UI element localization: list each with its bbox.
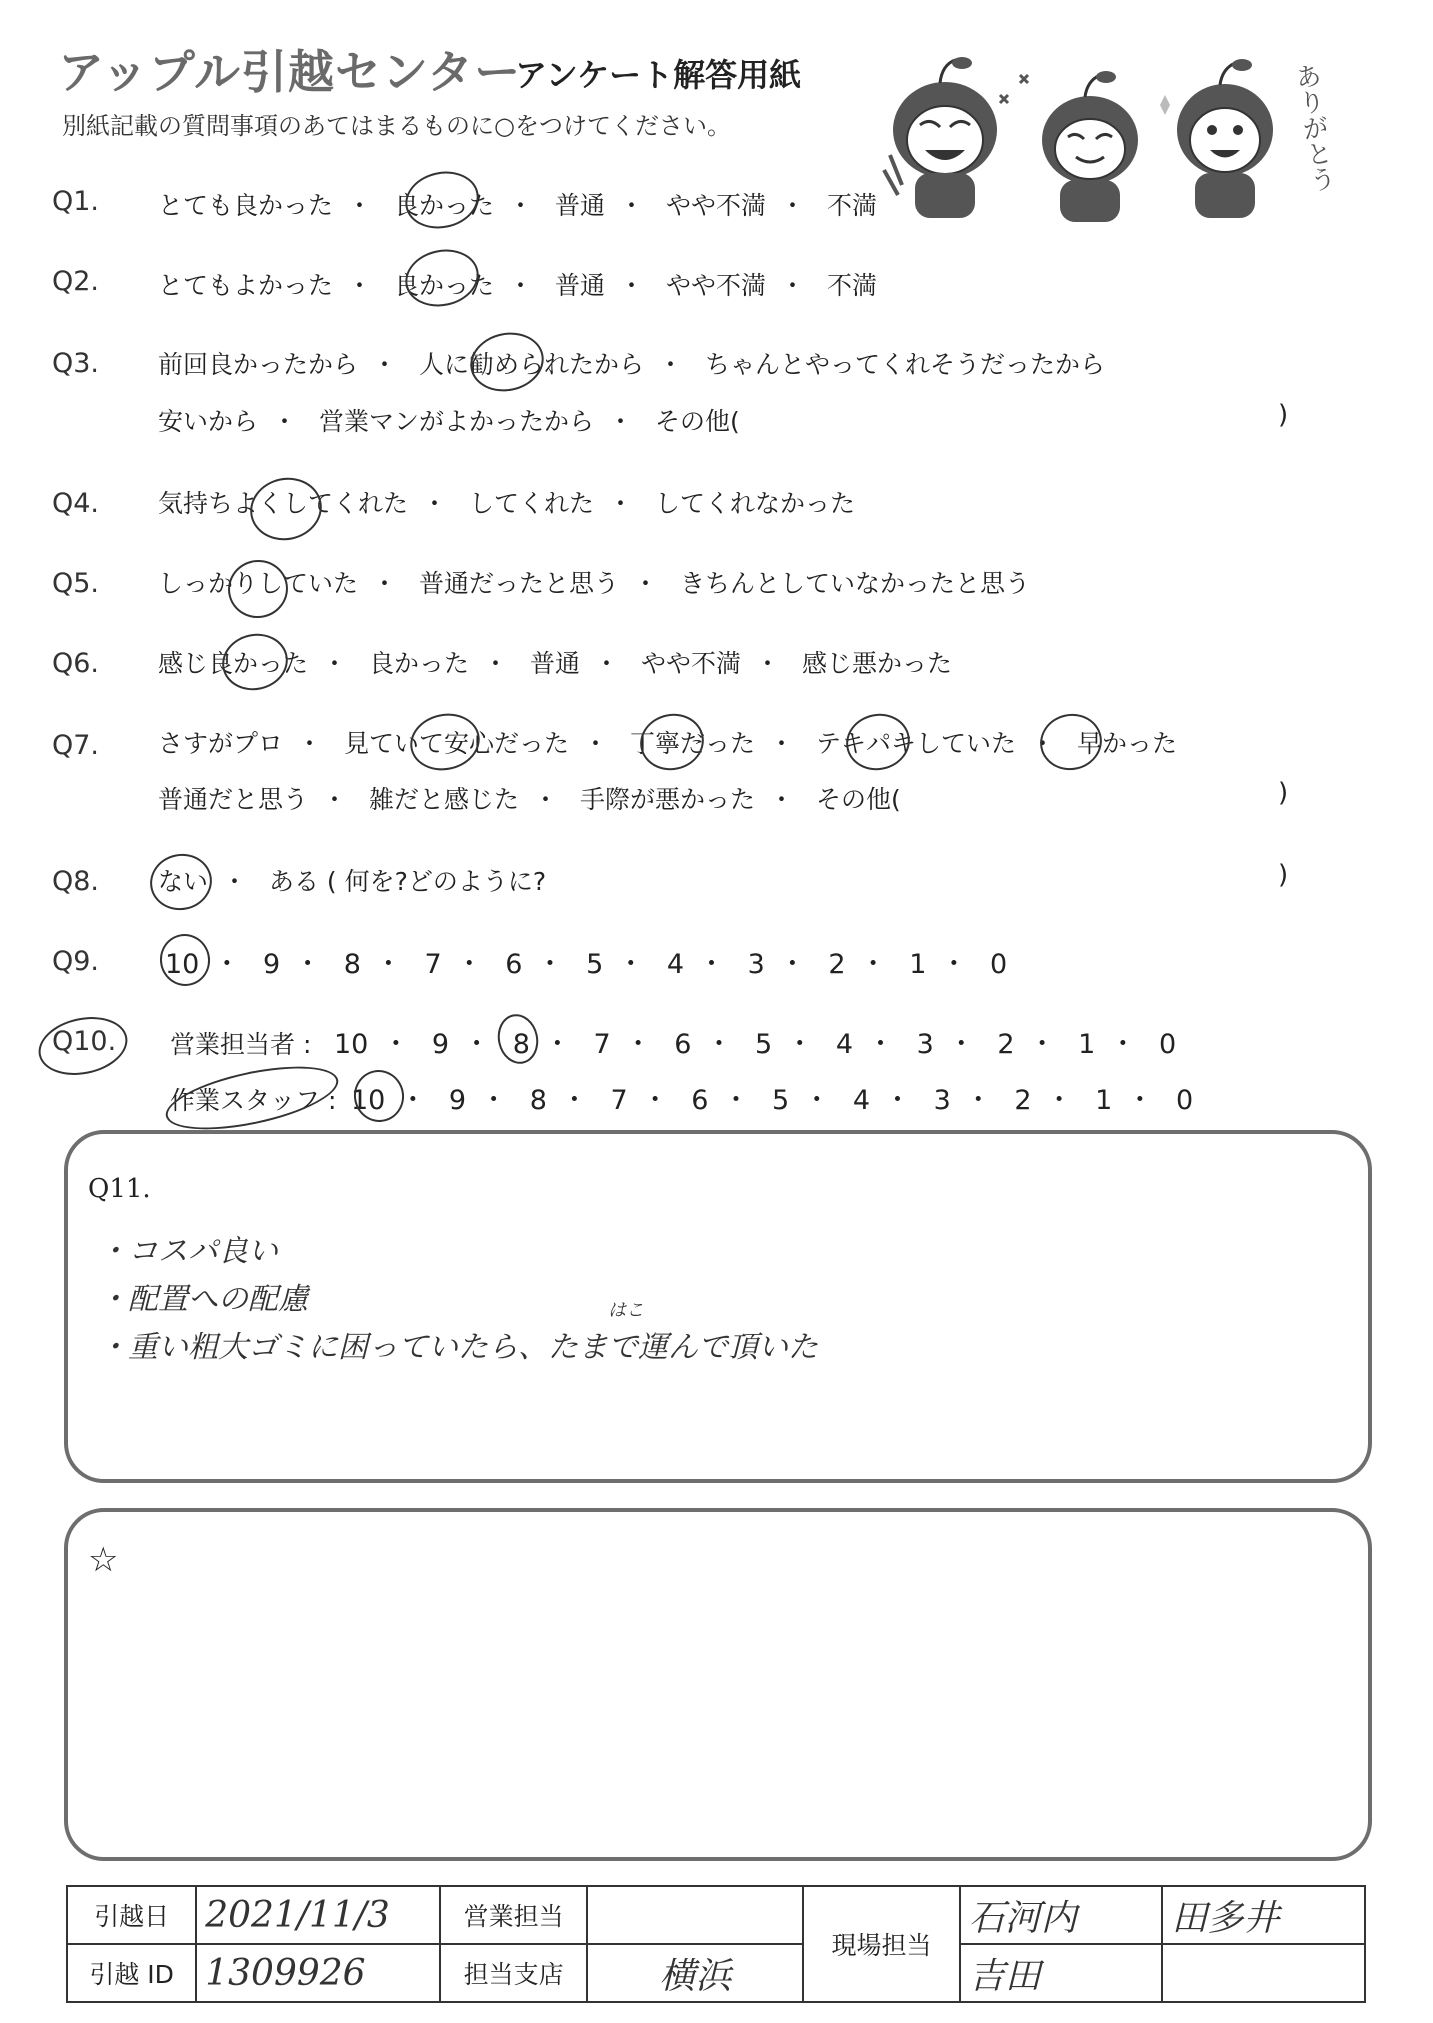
moving-id-value[interactable]: 1309926: [196, 1944, 440, 2002]
q2-options: とてもよかった ・ 良かった ・ 普通 ・ やや不満 ・ 不満: [158, 266, 877, 302]
q7-option-selected[interactable]: テキパキしていた: [815, 729, 1016, 758]
site-staff-3[interactable]: 吉田: [960, 1944, 1163, 2002]
q10-staff-option[interactable]: 6: [691, 1085, 709, 1116]
site-staff-2[interactable]: 田多井: [1162, 1886, 1365, 1944]
q1-option[interactable]: やや不満: [665, 191, 766, 220]
q8-label: Q8.: [52, 866, 100, 897]
q11-label: Q11.: [88, 1174, 151, 1204]
q3-option-other[interactable]: その他(: [654, 407, 740, 436]
q9-option[interactable]: 3: [747, 949, 765, 980]
branch-value[interactable]: 横浜: [587, 1944, 803, 2002]
q10-sales-option[interactable]: 9: [431, 1029, 450, 1060]
site-staff-label: 現場担当: [803, 1886, 959, 2002]
q3-options-line1: 前回良かったから ・ 人に勧められたから ・ ちゃんとやってくれそうだったから: [158, 345, 1105, 381]
q2-option[interactable]: とてもよかった: [158, 271, 334, 300]
q3-option[interactable]: 営業マンがよかったから: [318, 407, 594, 436]
q7-options-line1: さすがプロ ・ 見ていて安心だった ・ 丁寧だった ・ テキパキしていた ・ 早かった: [158, 724, 1177, 760]
q2-option[interactable]: 普通: [554, 271, 605, 300]
q10-label: Q10.: [52, 1026, 117, 1057]
moving-date-label: 引越日: [67, 1886, 196, 1944]
q10-sales-option-selected[interactable]: 8: [512, 1029, 530, 1060]
q4-option[interactable]: してくれなかった: [654, 489, 855, 518]
q1-option-selected[interactable]: 良かった: [393, 191, 494, 220]
q9-option[interactable]: 7: [424, 949, 442, 980]
q5-options: しっかりしていた ・ 普通だったと思う ・ きちんとしていなかったと思う: [158, 564, 1030, 600]
q7-option-selected[interactable]: 丁寧だった: [629, 729, 755, 758]
q10-sales-option[interactable]: 6: [674, 1029, 692, 1060]
q7-option-selected[interactable]: 見ていて安心だった: [343, 729, 569, 758]
q7-option-other[interactable]: その他(: [815, 785, 901, 814]
q3-option[interactable]: 前回良かったから: [158, 350, 359, 379]
q1-option[interactable]: とても良かった: [158, 191, 334, 220]
q10-sales-option[interactable]: 2: [997, 1029, 1015, 1060]
mascot-monkeys-illustration: [880, 45, 1340, 235]
q10-staff-option[interactable]: 7: [610, 1085, 628, 1116]
q10-sales-option[interactable]: 10: [333, 1029, 369, 1060]
q8-option[interactable]: ある ( 何を?どのように?: [268, 867, 547, 896]
q6-options: 感じ良かった ・ 良かった ・ 普通 ・ やや不満 ・ 感じ悪かった: [158, 644, 952, 680]
site-staff-4[interactable]: [1162, 1944, 1365, 2002]
q9-option[interactable]: 6: [505, 949, 523, 980]
q6-option[interactable]: 感じ悪かった: [801, 649, 952, 678]
q9-option[interactable]: 4: [666, 949, 685, 980]
q5-option-selected[interactable]: しっかりしていた: [158, 569, 359, 598]
q2-label: Q2.: [52, 266, 100, 297]
q7-options-line2: 普通だと思う ・ 雑だと感じた ・ 手際が悪かった ・ その他(: [158, 780, 901, 816]
q9-option[interactable]: 1: [909, 949, 927, 980]
q10-staff-option[interactable]: 4: [852, 1085, 871, 1116]
q2-option[interactable]: 不満: [826, 271, 877, 300]
footer-info-table: [66, 1885, 1366, 2003]
q7-option[interactable]: 普通だと思う: [158, 785, 309, 814]
q8-options: ない ・ ある ( 何を?どのように?: [158, 862, 546, 898]
q6-option[interactable]: 良かった: [368, 649, 469, 678]
q7-option-selected[interactable]: 早かった: [1076, 729, 1177, 758]
instructions: 別紙記載の質問事項のあてはまるものに○をつけてください。: [62, 112, 731, 140]
monkey-laughing-icon: [884, 57, 997, 218]
q5-label: Q5.: [52, 568, 100, 599]
q7-option[interactable]: 手際が悪かった: [579, 785, 755, 814]
form-subtitle: アンケート解答用紙: [515, 56, 802, 94]
q10-sales-option[interactable]: 0: [1158, 1029, 1177, 1060]
star-icon: ☆: [88, 1540, 119, 1580]
q9-option[interactable]: 8: [343, 949, 361, 980]
q4-options: 気持ちよくしてくれた ・ してくれた ・ してくれなかった: [158, 484, 855, 520]
q9-scale: 10 ・ 9 ・ 8 ・ 7 ・ 6 ・ 5 ・ 4 ・ 3 ・ 2 ・ 1 ・ 0: [165, 949, 1008, 980]
q6-label: Q6.: [52, 648, 100, 679]
q10-sales-option[interactable]: 7: [593, 1029, 611, 1060]
q10-sales-label: 営業担当者 :: [170, 1030, 312, 1059]
q9-option[interactable]: 9: [262, 949, 281, 980]
q10-staff-option-selected[interactable]: 10: [350, 1085, 386, 1116]
monkey-smiling-icon: [1042, 71, 1138, 222]
q6-option[interactable]: 普通: [529, 649, 580, 678]
q1-options: とても良かった ・ 良かった ・ 普通 ・ やや不満 ・ 不満: [158, 186, 877, 222]
q1-option[interactable]: 不満: [826, 191, 877, 220]
q5-option[interactable]: きちんとしていなかったと思う: [679, 569, 1030, 598]
branch-label: 担当支店: [440, 1944, 587, 2002]
q11-ruby: はこ: [608, 1300, 644, 1321]
q2-option[interactable]: やや不満: [665, 271, 766, 300]
q6-option-selected[interactable]: 感じ良かった: [158, 649, 309, 678]
q4-option-selected[interactable]: 気持ちよくしてくれた: [158, 489, 409, 518]
q3-paren-close: ): [1278, 400, 1289, 430]
q6-option[interactable]: やや不満: [640, 649, 741, 678]
q10-staff-option[interactable]: 0: [1175, 1085, 1194, 1116]
q9-option[interactable]: 2: [828, 949, 846, 980]
q3-option[interactable]: ちゃんとやってくれそうだったから: [704, 350, 1105, 379]
moving-date-value[interactable]: 2021/11/3: [196, 1886, 440, 1944]
q9-option-selected[interactable]: 10: [165, 949, 200, 980]
q10-sales-option[interactable]: 5: [755, 1029, 773, 1060]
q4-label: Q4.: [52, 488, 100, 519]
q11-answer-line: ・コスパ良い: [98, 1234, 278, 1269]
q4-option[interactable]: してくれた: [468, 489, 594, 518]
q11-answer-box[interactable]: [64, 1130, 1372, 1483]
sales-rep-value[interactable]: [587, 1886, 803, 1944]
q9-option[interactable]: 0: [989, 949, 1008, 980]
q9-option[interactable]: 5: [586, 949, 604, 980]
q10-staff-option[interactable]: 8: [529, 1085, 547, 1116]
q7-label: Q7.: [52, 730, 100, 761]
q3-option[interactable]: 安いから: [158, 407, 259, 436]
thanks-text: ありがとう: [1289, 61, 1338, 195]
moving-id-label: 引越 ID: [67, 1944, 196, 2002]
q7-option[interactable]: さすがプロ: [158, 729, 284, 758]
q10-staff-scale: 作業スタッフ : 10 ・ 9 ・ 8 ・ 7 ・ 6 ・ 5 ・ 4 ・ 3 ・ 2 ・ 1 ・ 0: [170, 1078, 1193, 1117]
free-comment-box[interactable]: [64, 1508, 1372, 1861]
q10-staff-label: 作業スタッフ :: [170, 1086, 337, 1115]
q1-option[interactable]: 普通: [554, 191, 605, 220]
brand-title: アップル引越センター: [58, 45, 522, 99]
q10-staff-option[interactable]: 1: [1095, 1085, 1113, 1116]
q1-label: Q1.: [52, 186, 100, 217]
site-staff-1[interactable]: 石河内: [960, 1886, 1163, 1944]
q10-staff-option[interactable]: 5: [772, 1085, 790, 1116]
q10-staff-option[interactable]: 9: [448, 1085, 467, 1116]
q10-sales-scale: 営業担当者 : 10 ・ 9 ・ 8 ・ 7 ・ 6 ・ 5 ・ 4 ・ 3 ・ 2 ・ 1 ・ 0: [170, 1022, 1176, 1061]
q5-option[interactable]: 普通だったと思う: [418, 569, 619, 598]
monkey-happy-icon: [1160, 59, 1273, 218]
q10-staff-option[interactable]: 3: [933, 1085, 951, 1116]
q3-option-selected[interactable]: 人に勧められたから: [418, 350, 644, 379]
q10-staff-option[interactable]: 2: [1014, 1085, 1032, 1116]
q3-label: Q3.: [52, 348, 100, 379]
q9-label: Q9.: [52, 946, 100, 977]
sales-rep-label: 営業担当: [440, 1886, 587, 1944]
q10-sales-option[interactable]: 4: [835, 1029, 854, 1060]
q7-option[interactable]: 雑だと感じた: [368, 785, 519, 814]
q10-sales-option[interactable]: 3: [916, 1029, 934, 1060]
q3-options-line2: 安いから ・ 営業マンがよかったから ・ その他(: [158, 402, 740, 438]
q7-paren-close: ): [1278, 778, 1289, 808]
q8-option-selected[interactable]: ない: [158, 867, 209, 896]
q2-option-selected[interactable]: 良かった: [393, 271, 494, 300]
q10-sales-option[interactable]: 1: [1078, 1029, 1096, 1060]
q11-answer-line: ・重い粗大ゴミに困っていたら、たまで運んで頂いた: [98, 1330, 818, 1365]
q8-paren-close: ): [1278, 860, 1289, 890]
q11-answer-line: ・配置への配慮: [98, 1282, 308, 1317]
